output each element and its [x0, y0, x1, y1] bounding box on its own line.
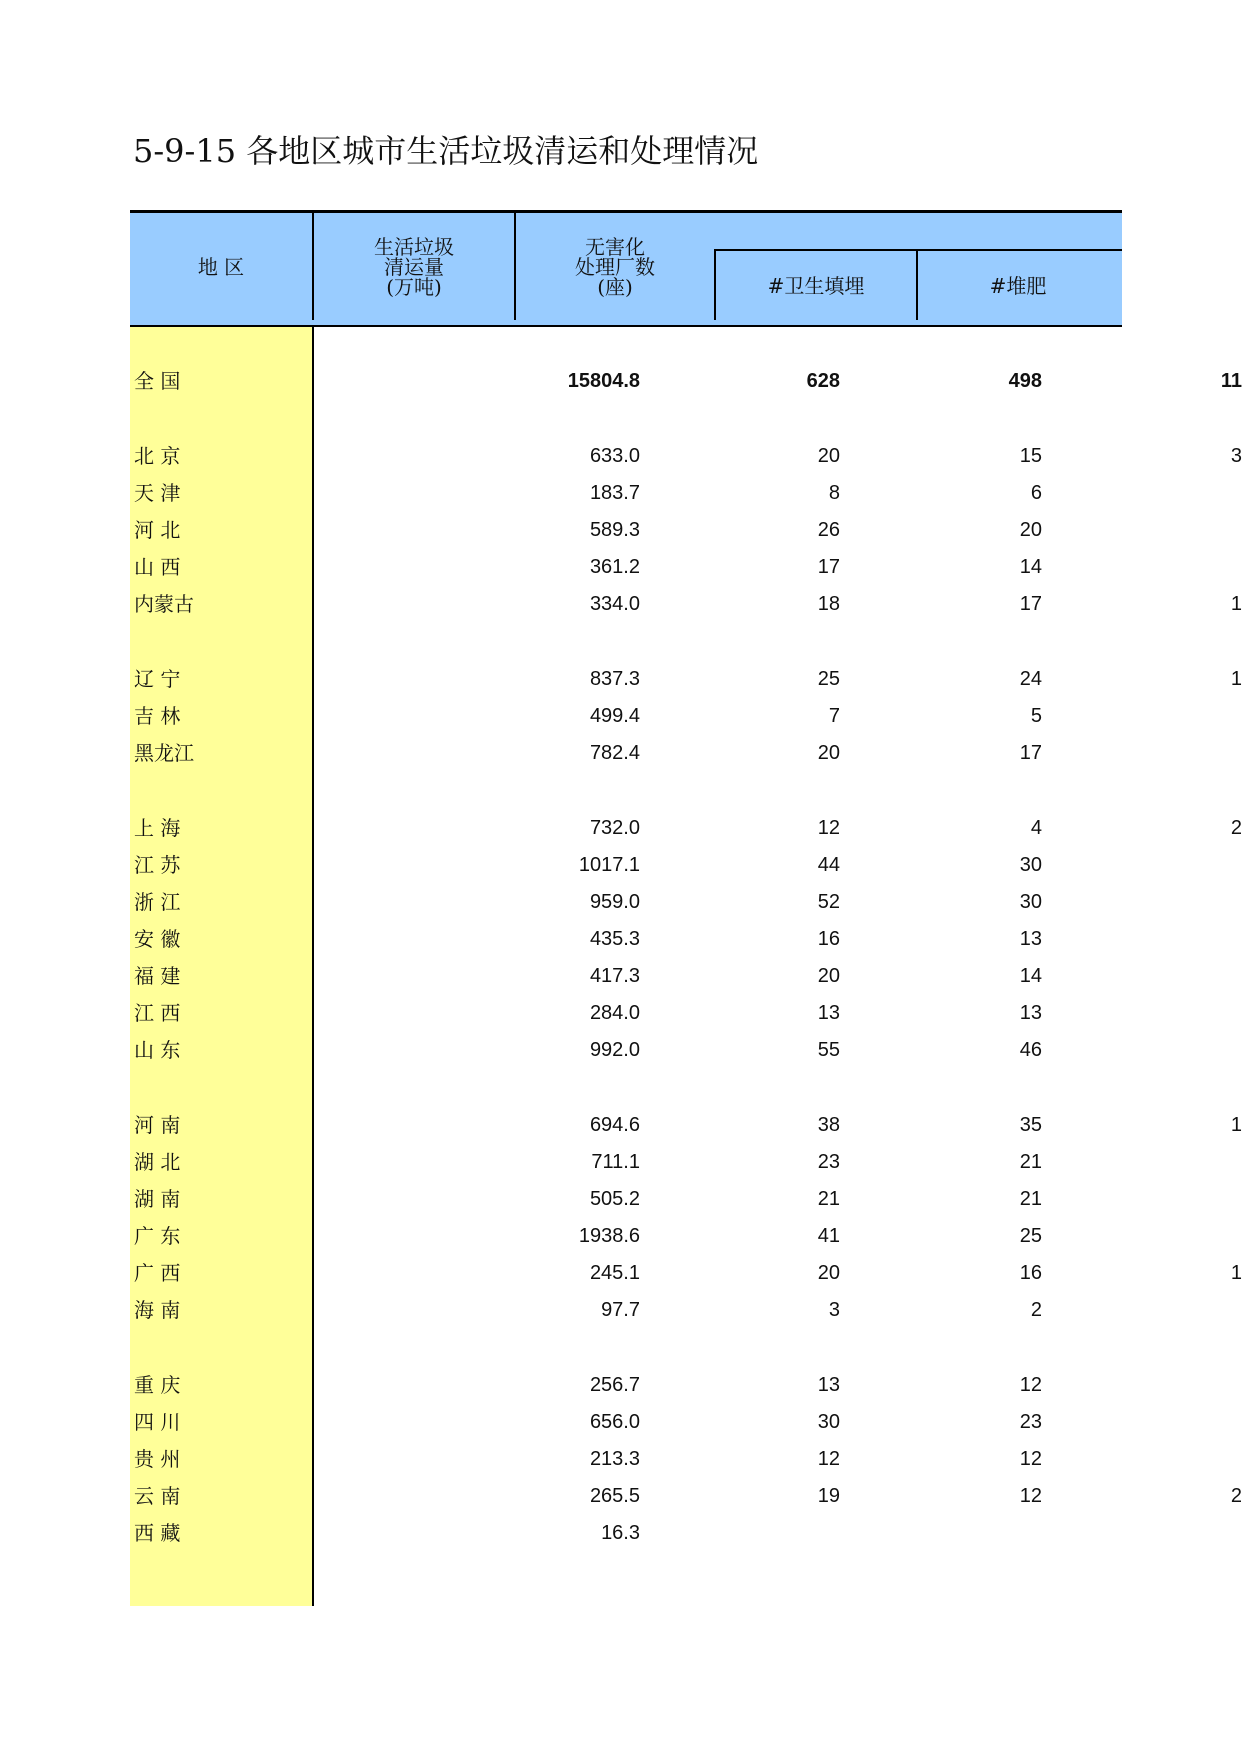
composting-value	[1044, 921, 1242, 957]
composting-value: 11	[1220, 370, 1242, 392]
region-name: 上 海	[134, 816, 181, 840]
collection-volume-value: 417.3	[589, 965, 640, 987]
composting-value	[1044, 512, 1242, 548]
landfill-value: 35	[1019, 1114, 1042, 1136]
landfill-value: 17	[1019, 742, 1042, 764]
region-name: 山 西	[134, 555, 181, 579]
collection-volume-value: 213.3	[589, 1448, 640, 1470]
collection-volume-value: 361.2	[589, 556, 640, 578]
treatment-plants-value: 18	[817, 593, 840, 615]
collection-volume-value: 265.5	[589, 1485, 640, 1507]
landfill-value: 15	[1019, 445, 1042, 467]
collection-volume-value: 1017.1	[578, 854, 640, 876]
table-row	[130, 1255, 1242, 1291]
treatment-plants-value: 55	[817, 1039, 840, 1061]
landfill-value: 12	[1019, 1374, 1042, 1396]
treatment-plants-value: 21	[817, 1188, 840, 1210]
treatment-plants-value: 12	[817, 817, 840, 839]
treatment-plants-value: 7	[828, 705, 840, 727]
header-collection-volume: 生活垃圾 清运量 (万吨)	[374, 234, 454, 299]
header-treatment-plants: 无害化 处理厂数 (座)	[575, 234, 655, 299]
composting-value	[1044, 958, 1242, 994]
collection-volume-value: 732.0	[589, 817, 640, 839]
table-body	[130, 327, 1242, 1632]
composting-value	[1044, 847, 1242, 883]
table-row	[130, 1144, 1122, 1180]
table-row-total	[130, 363, 1242, 399]
region-name: 内蒙古	[134, 592, 194, 616]
composting-value	[1044, 995, 1242, 1031]
landfill-value: 25	[1019, 1225, 1042, 1247]
region-name: 安 徽	[134, 927, 181, 951]
region-name: 全 国	[134, 369, 181, 393]
header-region: 地 区	[197, 254, 245, 279]
collection-volume-value: 1938.6	[578, 1225, 640, 1247]
region-name: 湖 北	[134, 1150, 181, 1174]
treatment-plants-value: 19	[817, 1485, 840, 1507]
table-row	[130, 1107, 1242, 1143]
region-name: 吉 林	[134, 704, 181, 728]
composting-value	[1044, 884, 1242, 920]
table-row	[130, 847, 1122, 883]
composting-value: 2	[1230, 817, 1242, 839]
table-row	[130, 475, 1122, 511]
landfill-value: 21	[1019, 1151, 1042, 1173]
landfill-value: 30	[1019, 854, 1042, 876]
landfill-value	[844, 1515, 1042, 1551]
collection-volume-value: 711.1	[591, 1151, 640, 1173]
landfill-value: 24	[1019, 668, 1042, 690]
treatment-plants-value: 41	[817, 1225, 840, 1247]
header-composting: #堆肥	[989, 273, 1047, 298]
region-name: 江 西	[134, 1001, 181, 1025]
composting-value	[1044, 1032, 1242, 1068]
treatment-plants-value: 13	[817, 1002, 840, 1024]
composting-value	[1044, 549, 1242, 585]
region-name: 贵 州	[134, 1447, 181, 1471]
region-name: 江 苏	[134, 853, 181, 877]
table-row	[130, 512, 1122, 548]
treatment-plants-value: 20	[817, 1262, 840, 1284]
table-row	[130, 1441, 1122, 1477]
region-name: 湖 南	[134, 1187, 181, 1211]
region-name: 黑龙江	[134, 741, 194, 765]
composting-value	[1044, 1218, 1242, 1254]
treatment-plants-value: 628	[806, 370, 840, 392]
composting-value: 1	[1230, 1262, 1242, 1284]
composting-value: 3	[1230, 445, 1242, 467]
collection-volume-value: 656.0	[589, 1411, 640, 1433]
landfill-value: 6	[1030, 482, 1042, 504]
collection-volume-value: 97.7	[601, 1299, 640, 1321]
landfill-value: 20	[1019, 519, 1042, 541]
region-name: 西 藏	[134, 1521, 181, 1545]
collection-volume-value: 284.0	[589, 1002, 640, 1024]
header-sanitary-landfill: #卫生填埋	[767, 273, 865, 298]
treatment-plants-value: 17	[817, 556, 840, 578]
collection-volume-value: 334.0	[589, 593, 640, 615]
table-row	[130, 958, 1122, 994]
landfill-value: 2	[1030, 1299, 1042, 1321]
composting-value	[1044, 1441, 1242, 1477]
collection-volume-value: 505.2	[589, 1188, 640, 1210]
region-name: 北 京	[134, 444, 181, 468]
composting-value	[1044, 475, 1242, 511]
treatment-plants-value: 16	[817, 928, 840, 950]
table-row	[130, 549, 1122, 585]
landfill-value: 4	[1030, 817, 1042, 839]
collection-volume-value: 245.1	[589, 1262, 640, 1284]
region-name: 海 南	[134, 1298, 181, 1322]
composting-value: 2	[1230, 1485, 1242, 1507]
collection-volume-value: 435.3	[589, 928, 640, 950]
landfill-value: 12	[1019, 1448, 1042, 1470]
collection-volume-value: 694.6	[589, 1114, 640, 1136]
landfill-value: 14	[1019, 965, 1042, 987]
table-row	[130, 586, 1242, 622]
region-name: 河 北	[134, 518, 181, 542]
region-name: 福 建	[134, 964, 181, 988]
collection-volume-value: 16.3	[601, 1522, 640, 1544]
collection-volume-value: 837.3	[589, 668, 640, 690]
composting-value: 1	[1230, 593, 1242, 615]
table-row	[130, 1515, 1122, 1551]
landfill-value: 30	[1019, 891, 1042, 913]
region-name: 云 南	[134, 1484, 181, 1508]
composting-value	[1044, 1404, 1242, 1440]
landfill-value: 21	[1019, 1188, 1042, 1210]
region-name: 天 津	[134, 481, 181, 505]
collection-volume-value: 183.7	[589, 482, 640, 504]
treatment-plants-value: 8	[828, 482, 840, 504]
treatment-plants-value: 13	[817, 1374, 840, 1396]
region-name: 四 川	[134, 1410, 181, 1434]
treatment-plants-value: 38	[817, 1114, 840, 1136]
collection-volume-value: 589.3	[589, 519, 640, 541]
treatment-plants-value: 23	[817, 1151, 840, 1173]
table-row	[130, 1218, 1122, 1254]
table-row	[130, 1292, 1122, 1328]
treatment-plants-value: 26	[817, 519, 840, 541]
treatment-plants-value: 20	[817, 445, 840, 467]
treatment-plants-value: 52	[817, 891, 840, 913]
table-row	[130, 1032, 1122, 1068]
landfill-value: 23	[1019, 1411, 1042, 1433]
table-row	[130, 438, 1242, 474]
region-name: 广 东	[134, 1224, 181, 1248]
composting-value	[1044, 1367, 1242, 1403]
table-row	[130, 1181, 1122, 1217]
collection-volume-value: 499.4	[589, 705, 640, 727]
table-row	[130, 884, 1122, 920]
composting-value: 1	[1230, 668, 1242, 690]
treatment-plants-value: 44	[817, 854, 840, 876]
table-row	[130, 698, 1122, 734]
landfill-value: 13	[1019, 1002, 1042, 1024]
table-row	[130, 661, 1242, 697]
table-row	[130, 810, 1242, 846]
composting-value	[1044, 735, 1242, 771]
landfill-value: 14	[1019, 556, 1042, 578]
region-name: 河 南	[134, 1113, 181, 1137]
table-row	[130, 735, 1122, 771]
region-name: 山 东	[134, 1038, 181, 1062]
region-name: 浙 江	[134, 890, 181, 914]
table-row	[130, 1367, 1122, 1403]
table-row	[130, 1478, 1242, 1514]
composting-value	[1044, 698, 1242, 734]
composting-value	[1044, 1515, 1242, 1551]
composting-value	[1044, 1144, 1242, 1180]
landfill-value: 17	[1019, 593, 1042, 615]
collection-volume-value: 782.4	[589, 742, 640, 764]
treatment-plants-value	[642, 1515, 840, 1551]
landfill-value: 16	[1019, 1262, 1042, 1284]
region-name: 重 庆	[134, 1373, 181, 1397]
landfill-value: 498	[1008, 370, 1042, 392]
region-name: 广 西	[134, 1261, 181, 1285]
treatment-plants-value: 3	[828, 1299, 840, 1321]
landfill-value: 12	[1019, 1485, 1042, 1507]
landfill-value: 5	[1030, 705, 1042, 727]
table-row	[130, 921, 1122, 957]
collection-volume-value: 633.0	[589, 445, 640, 467]
data-table	[130, 210, 1242, 1632]
collection-volume-value: 959.0	[589, 891, 640, 913]
landfill-value: 46	[1019, 1039, 1042, 1061]
composting-value	[1044, 1181, 1242, 1217]
table-header	[130, 210, 1122, 327]
collection-volume-value: 15804.8	[567, 370, 640, 392]
treatment-plants-value: 25	[817, 668, 840, 690]
treatment-plants-value: 20	[817, 965, 840, 987]
table-row	[130, 995, 1122, 1031]
treatment-plants-value: 12	[817, 1448, 840, 1470]
composting-value	[1044, 1292, 1242, 1328]
table-row	[130, 1404, 1122, 1440]
page-title: 5-9-15 各地区城市生活垃圾清运和处理情况	[133, 132, 759, 170]
treatment-plants-value: 20	[817, 742, 840, 764]
treatment-plants-value: 30	[817, 1411, 840, 1433]
region-name: 辽 宁	[134, 667, 181, 691]
composting-value: 1	[1230, 1114, 1242, 1136]
collection-volume-value: 992.0	[589, 1039, 640, 1061]
collection-volume-value: 256.7	[589, 1374, 640, 1396]
landfill-value: 13	[1019, 928, 1042, 950]
